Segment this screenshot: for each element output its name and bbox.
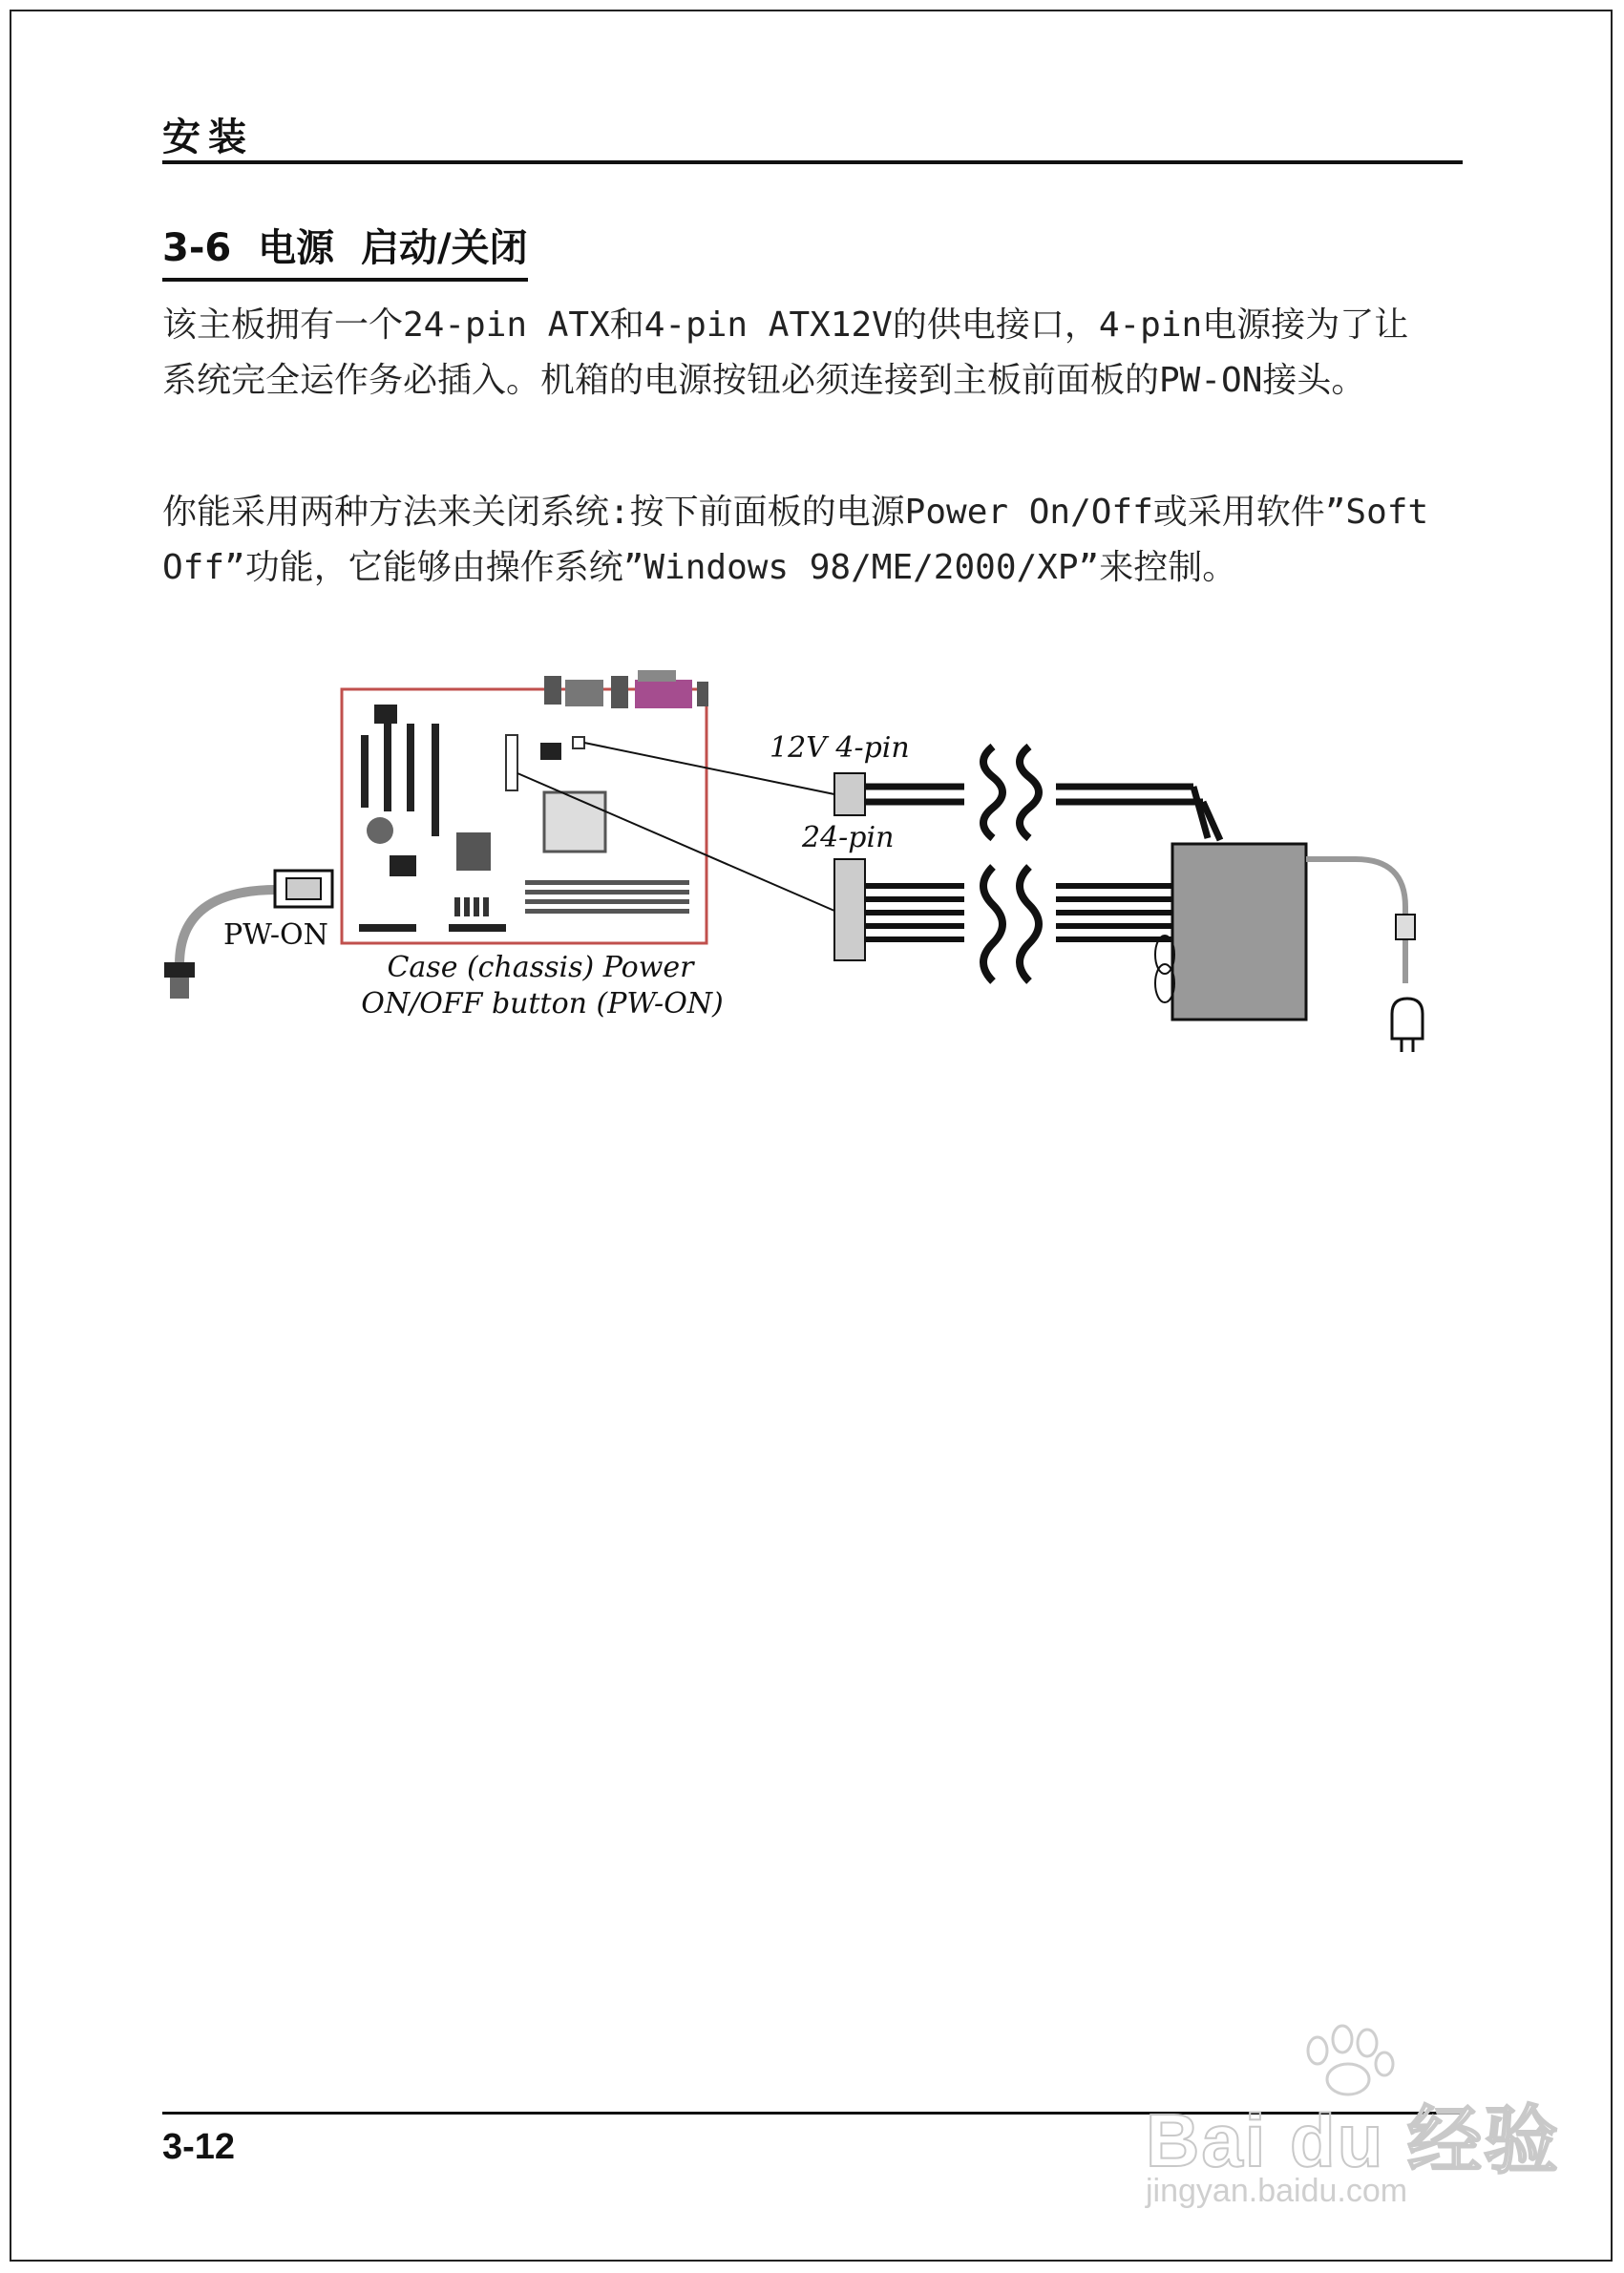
page-number: 3-12 [162,2127,236,2167]
baidu-watermark [1146,2024,1561,2215]
caption-line-1: Case (chassis) Power [387,951,694,984]
connector-4pin [834,773,865,815]
ac-power-cord [1306,859,1405,983]
connector-24pin [834,859,865,960]
ac-plug [1392,999,1423,1039]
chapter-header: 安装 [162,116,254,159]
diagram-graphic [153,668,1432,1069]
paragraph-2: 你能采用两种方法来关闭系统:按下前面板的电源Power On/Off或采用软件”Soft Off”功能，它能够由操作系统”Windows 98/ME/2000/XP”来控制。 [162,493,1429,587]
pwon-label: PW-ON [223,918,328,952]
label-24pin: 24-pin [802,821,895,854]
watermark-brand: Bai du 经验 [1146,2098,1561,2182]
label-12v-4pin: 12V 4-pin [770,731,910,765]
power-supply-unit [1172,844,1306,1020]
paragraph-1: 该主板拥有一个24-pin ATX和4-pin ATX12V的供电接口，4-pin电源接为了让系统完全运作务必插入。机箱的电源按钮必须连接到主板前面板的PW-ON接头。 [162,305,1409,400]
section-title: 3-6 电源 启动/关闭 [162,218,528,282]
motherboard [342,670,708,943]
header-rule [162,160,1463,164]
caption-line-2: ON/OFF button (PW-ON) [361,987,724,1021]
power-connection-diagram [153,668,1432,1069]
watermark-url: jingyan.baidu.com [1146,2173,1408,2209]
pwon-cable-end [164,962,195,978]
